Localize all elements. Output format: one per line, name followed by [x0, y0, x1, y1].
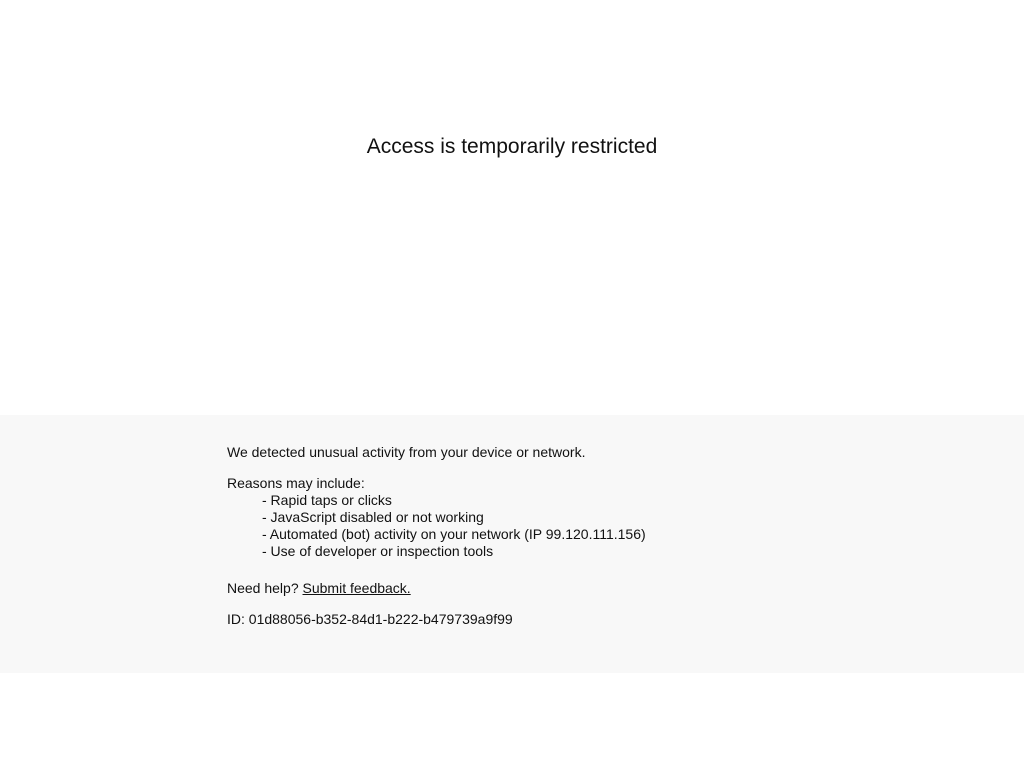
reason-item-automated-activity: - Automated (bot) activity on your network (IP 99.120.111.156)	[262, 526, 646, 542]
submit-feedback-link[interactable]: Submit feedback.	[302, 580, 411, 596]
help-line	[227, 580, 827, 597]
info-panel-content	[227, 444, 827, 628]
reasons-list	[227, 492, 827, 560]
help-prefix: Need help?	[227, 580, 299, 596]
request-id: ID: 01d88056-b352-84d1-b222-b479739a9f99	[227, 611, 513, 627]
detected-message: We detected unusual activity from your device or network.	[227, 444, 586, 460]
info-panel	[0, 415, 1024, 673]
page-title: Access is temporarily restricted	[366, 135, 658, 158]
reason-item-developer-tools: - Use of developer or inspection tools	[262, 543, 494, 559]
reason-item-rapid-taps: - Rapid taps or clicks	[262, 492, 392, 508]
reasons-heading: Reasons may include:	[227, 475, 365, 491]
reason-item-javascript: - JavaScript disabled or not working	[262, 509, 484, 525]
